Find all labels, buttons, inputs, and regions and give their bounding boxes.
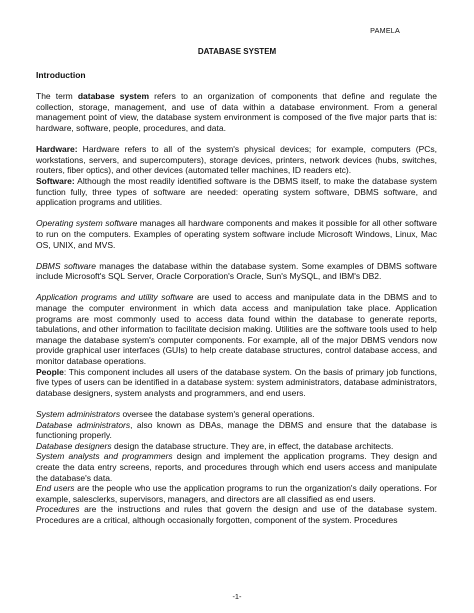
- term-dbms-software: DBMS software: [36, 260, 96, 271]
- text-run: refers to an organization of components that define and regulate the collection, storage, management, and use of data within a database environment. From a general management point of view, the database system environment is composed of the five major parts that is: hardware, software, people, procedures, and data.: [36, 91, 437, 133]
- text-run: are the instructions and rules that govern the design and use of the database system. Procedures are a critical, although occasionally forgotten, component of the system. Procedures: [36, 504, 437, 525]
- text-run: Hardware refers to all of the system's physical devices; for example, computers (PCs, workstations, servers, and supercomputers), storage devices, printers, network devices (hubs, switches, routers, fiber optics), and other devices (automated teller machines, ID readers etc).: [36, 144, 437, 176]
- paragraph-system-administrators: [36, 409, 437, 420]
- text-run: : This component includes all users of the database system. On the basis of primary job functions, five types of users can be identified in a database system: system administrators, database administrators, database designers, system analysts and programmers, and end users.: [36, 366, 437, 398]
- term-operating-system-software: Operating system software: [36, 218, 138, 229]
- label-software: Software:: [36, 175, 75, 186]
- paragraph-dbms-software: [36, 261, 437, 282]
- text-run: , also known as DBAs, manage the DBMS and ensure that the database is functioning properly.: [36, 419, 437, 441]
- bold-term-database-system: database system: [77, 91, 150, 102]
- text-run: are used to access and manipulate data in the DBMS and to manage the computer environment in which data access and manipulation take place. Application programs are most commonly used to access data found within the database to generate reports, tabulations, and other information to facilitate decision making. Utilities are the software tools used to help manage the database system's computer components. For example, all of the major DBMS vendors now provide graphical user interfaces (GUIs) to help create database structures, control database access, and monitor database operations.: [36, 292, 437, 367]
- document-body: [36, 70, 437, 526]
- term-end-users: End users: [36, 483, 75, 494]
- text-run: are the people who use the application programs to run the organization's daily operations. For example, salesclerks, supervisors, managers, and directors are all classified as end users.: [36, 483, 437, 504]
- paragraph-people: [36, 367, 437, 399]
- paragraph-database-designers: [36, 441, 437, 452]
- section-heading-introduction: Introduction: [36, 70, 86, 80]
- document-title: DATABASE SYSTEM: [197, 47, 277, 56]
- term-database-designers: Database designers: [36, 440, 112, 451]
- paragraph-operating-system: [36, 218, 437, 250]
- text-run: The term: [36, 91, 78, 102]
- paragraph-introduction: [36, 91, 437, 133]
- text-run: Although the most readily identified software is the DBMS itself, to make the database system function fully, three types of software are needed: operating system software, DBMS software, and application programs and utilities.: [36, 175, 437, 208]
- text-run: manages the database within the database system. Some examples of DBMS software include Microsoft's SQL Server, Oracle Corporation's Oracle, Sun's MySQL, and IBM's DB2.: [36, 260, 437, 282]
- text-run: manages all hardware components and makes it possible for all other software to run on the computers. Examples of operating system software include Microsoft Windows, Linux, Mac OS, UNIX, and MVS.: [36, 218, 437, 250]
- paragraph-end-users: [36, 483, 437, 504]
- paragraph-hardware: [36, 144, 437, 176]
- text-run: design and implement the application programs. They design and create the data entry screens, reports, and procedures through which end users access and manipulate the database's data.: [36, 451, 438, 483]
- paragraph-procedures: [36, 504, 437, 525]
- text-run: oversee the database system's general operations.: [120, 409, 315, 419]
- paragraph-database-administrators: [36, 420, 437, 441]
- term-database-administrators: Database administrators: [36, 419, 131, 430]
- term-system-analysts: System analysts and programmers: [36, 451, 173, 462]
- text-run: design the database structure. They are, in effect, the database architects.: [111, 440, 394, 451]
- term-system-administrators: System administrators: [36, 409, 121, 419]
- label-people: People: [36, 366, 64, 377]
- paragraph-software: [36, 176, 437, 208]
- page-number: -1-: [232, 592, 242, 601]
- term-procedures: Procedures: [36, 504, 80, 515]
- paragraph-system-analysts: [36, 451, 437, 483]
- paragraph-application-programs: [36, 292, 437, 366]
- label-hardware: Hardware:: [36, 144, 78, 155]
- page-header-author: PAMELA: [370, 26, 400, 35]
- term-application-programs: Application programs and utility software: [36, 292, 194, 303]
